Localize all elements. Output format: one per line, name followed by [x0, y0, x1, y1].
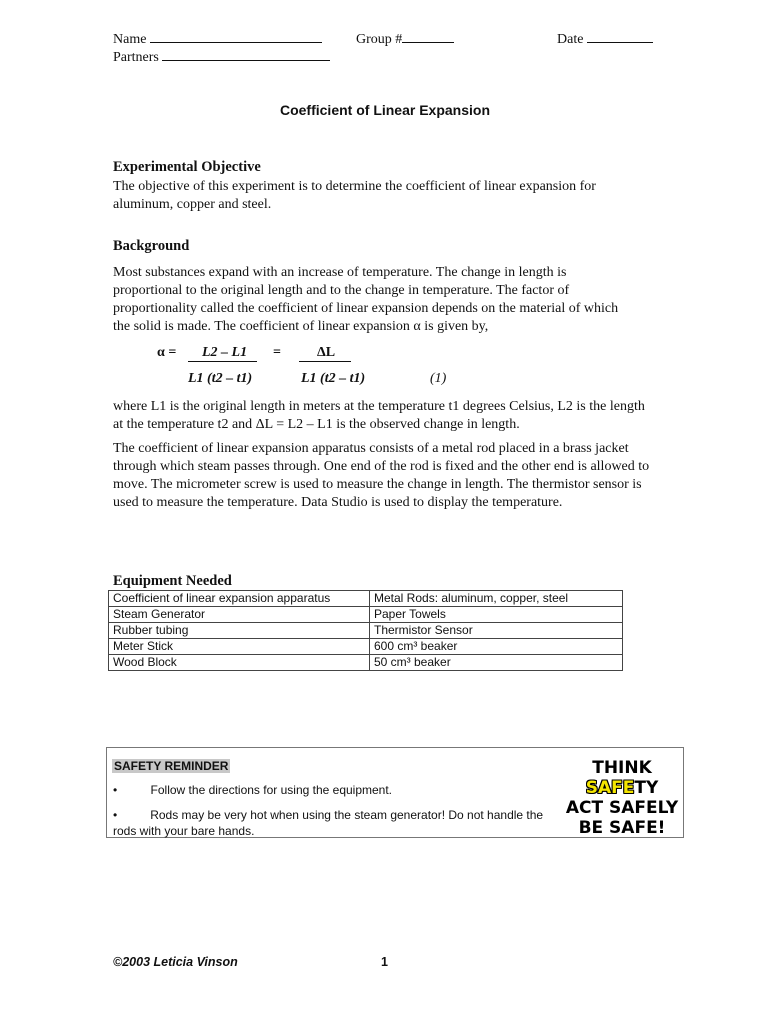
- partners-field: [113, 47, 330, 66]
- table-cell: 600 cm³ beaker: [370, 639, 623, 655]
- page-title: Coefficient of Linear Expansion: [279, 102, 491, 118]
- table-row: [109, 639, 623, 655]
- table-row: [109, 591, 623, 607]
- page-number: 1: [381, 955, 388, 969]
- group-blank: [402, 29, 454, 43]
- bullet-icon: •: [113, 783, 118, 797]
- table-cell: Paper Towels: [370, 607, 623, 623]
- table-row: [109, 607, 623, 623]
- group-label: Group #: [356, 32, 403, 47]
- table-cell: Steam Generator: [109, 607, 370, 623]
- date-label: Date: [557, 32, 584, 47]
- table-row: [109, 623, 623, 639]
- table-cell: Metal Rods: aluminum, copper, steel: [370, 591, 623, 607]
- safety-reminder-box: [106, 747, 684, 838]
- objective-text: The objective of this experiment is to determine the coefficient of linear expansion for aluminum, copper and steel.: [113, 179, 596, 212]
- safety-title: SAFETY REMINDER: [114, 759, 229, 773]
- equation-numerator-2: ΔL: [299, 345, 351, 362]
- safety-bullet-2: • Rods may be very hot when using the steam generator! Do not handle the rods with your bare hands.: [113, 808, 544, 838]
- name-field: [113, 29, 322, 48]
- date-field: [557, 29, 653, 48]
- table-cell: Thermistor Sensor: [370, 623, 623, 639]
- equipment-heading: Equipment Needed: [113, 573, 232, 589]
- objective-heading: Experimental Objective: [113, 159, 261, 175]
- table-row: [109, 655, 623, 671]
- equation-denominator-2: L1 (t2 – t1): [301, 371, 366, 386]
- table-cell: 50 cm³ beaker: [370, 655, 623, 671]
- background-paragraph-3: The coefficient of linear expansion apparatus consists of a metal rod placed in a brass jacket through which steam passes through. One end of the rod is fixed and the other end is allowed to move. The micrometer screw is used to measure the change in length. The thermistor sensor is used to measure the temperature. Data Studio is used to display the temperature.: [113, 441, 650, 510]
- background-paragraph-1: Most substances expand with an increase of temperature. The change in length is proportional to the original length and to the change in temperature. The factor of proportionality called the coefficient of linear expansion depends on the material of which the solid is made. The coefficient of linear expansion α is given by,: [113, 265, 619, 334]
- think-safety-logo: THINK SAFETY ACT SAFELY BE SAFE!: [565, 758, 679, 838]
- safety-bullet-1: • Follow the directions for using the equipment.: [113, 783, 393, 797]
- group-field: [356, 29, 454, 48]
- equation-numerator-1: L2 – L1: [188, 345, 257, 362]
- background-heading: Background: [113, 238, 190, 254]
- date-blank: [587, 29, 653, 43]
- equipment-table: [108, 590, 623, 671]
- background-paragraph-2: where L1 is the original length in meters at the temperature t1 degrees Celsius, L2 is the length at the temperature t2 and ΔL = L2 – L1 is the observed change in length.: [113, 399, 645, 432]
- name-blank: [150, 29, 322, 43]
- table-cell: Meter Stick: [109, 639, 370, 655]
- table-cell: Wood Block: [109, 655, 370, 671]
- equation-equals: =: [273, 345, 281, 360]
- table-cell: Coefficient of linear expansion apparatus: [109, 591, 370, 607]
- partners-blank: [162, 47, 330, 61]
- footer-copyright: ©2003 Leticia Vinson: [113, 955, 238, 969]
- equation-number: (1): [430, 371, 447, 386]
- table-cell: Rubber tubing: [109, 623, 370, 639]
- equation-alpha: α =: [157, 345, 177, 360]
- partners-label: Partners: [113, 50, 159, 65]
- bullet-icon: •: [113, 808, 118, 822]
- name-label: Name: [113, 32, 147, 47]
- equation-denominator-1: L1 (t2 – t1): [188, 371, 253, 386]
